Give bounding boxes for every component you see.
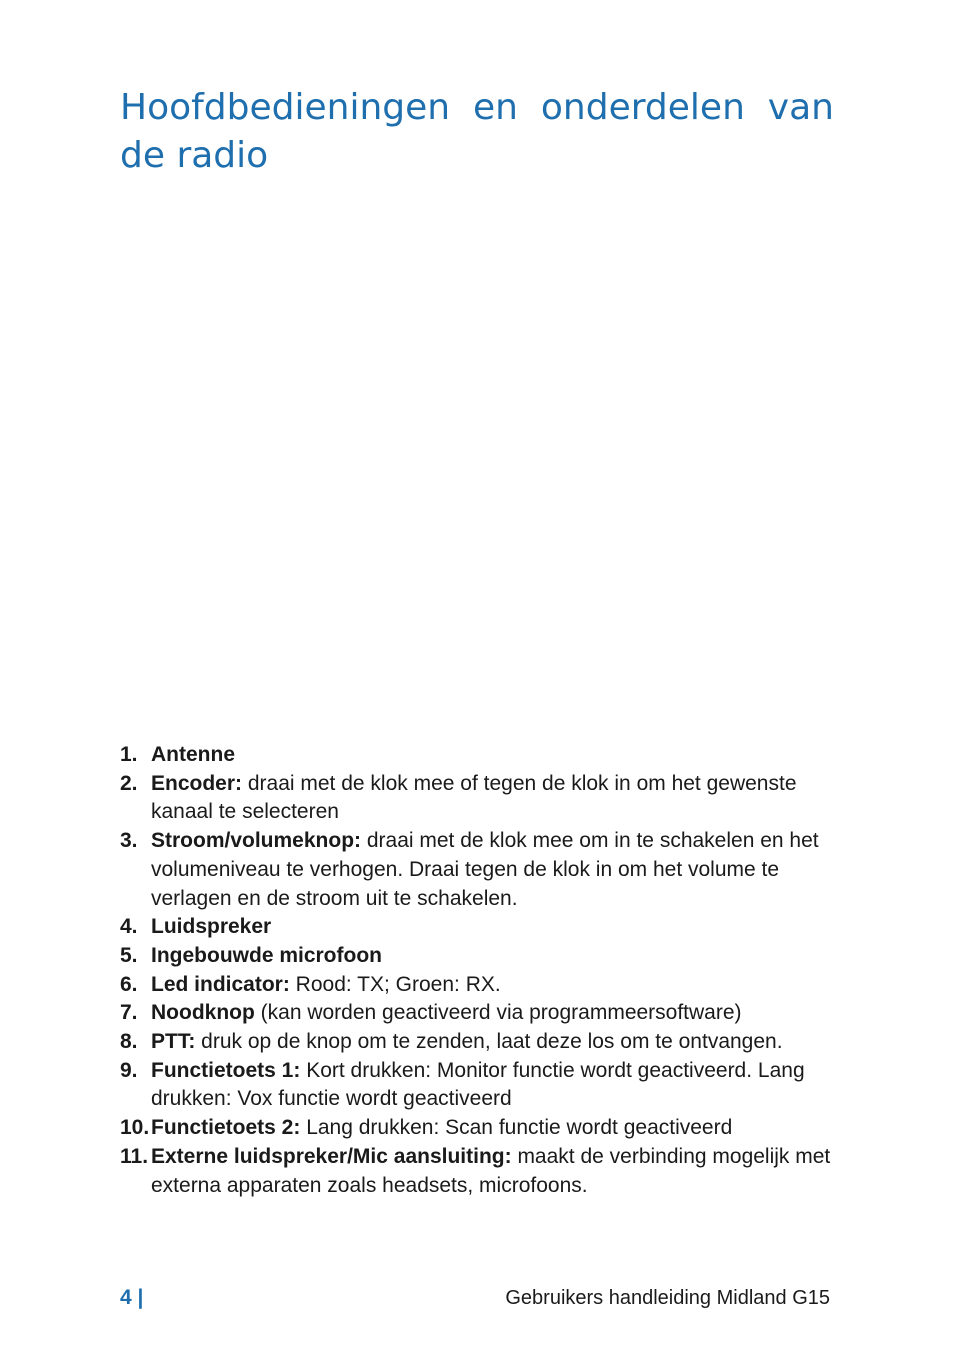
item-label: Led indicator:: [151, 972, 290, 996]
list-item: [120, 1143, 842, 1200]
item-number: 10.: [120, 1116, 150, 1140]
item-body: [151, 1057, 842, 1114]
list-item: [120, 1114, 842, 1143]
item-body: [151, 827, 842, 913]
item-label: PTT:: [151, 1030, 196, 1054]
item-body: [151, 999, 842, 1028]
list-item: [120, 741, 842, 770]
list-item: [120, 1057, 842, 1114]
page-title: Hoofdbedieningen en onderdelen van de radio: [120, 87, 834, 176]
item-body: [151, 1114, 842, 1143]
item-description: druk op de knop om te zenden, laat deze los om te ontvangen.: [195, 1030, 783, 1054]
item-description: Rood: TX; Groen: RX.: [289, 972, 501, 996]
list-item: [120, 942, 842, 971]
item-number: 3.: [120, 829, 138, 853]
item-number: 9.: [120, 1058, 138, 1082]
item-body: [151, 1143, 842, 1200]
item-label: Encoder:: [151, 771, 243, 795]
item-description: draai met de klok mee of tegen de klok in om het gewenste kanaal te selecteren: [151, 771, 797, 824]
item-body: [151, 913, 842, 942]
item-number: 7.: [120, 1001, 138, 1025]
document-title: Gebruikers handleiding Midland G15: [505, 1287, 830, 1309]
item-label: Stroom/volumeknop:: [151, 829, 362, 853]
item-description: Lang drukken: Scan functie wordt geactiveerd: [300, 1116, 733, 1140]
item-label: Functietoets 2:: [151, 1116, 301, 1140]
item-label: Antenne: [151, 743, 235, 766]
parts-list: [120, 741, 842, 1200]
list-item: [120, 999, 842, 1028]
item-number: 8.: [120, 1030, 138, 1054]
item-number: 6.: [120, 972, 138, 996]
item-body: [151, 971, 842, 1000]
item-number: 4.: [120, 915, 138, 939]
item-label: Ingebouwde microfoon: [151, 943, 382, 967]
item-label: Luidspreker: [151, 915, 272, 939]
item-label: Functietoets 1:: [151, 1058, 301, 1082]
item-label: Externe luidspreker/Mic aansluiting:: [151, 1144, 512, 1168]
list-item: [120, 971, 842, 1000]
list-item: [120, 913, 842, 942]
item-body: [151, 1028, 842, 1057]
item-body: [151, 770, 842, 827]
list-item: [120, 770, 842, 827]
page-number: 4 |: [120, 1286, 144, 1309]
item-number: 2.: [120, 771, 138, 795]
item-number: 11.: [120, 1144, 149, 1168]
list-item: [120, 827, 842, 913]
item-body: [151, 741, 842, 770]
item-label: Noodknop: [151, 1001, 255, 1025]
item-description: maakt de verbinding mogelijk met externa apparaten zoals headsets, microfoons.: [151, 1144, 831, 1197]
list-item: [120, 1028, 842, 1057]
item-description: Kort drukken: Monitor functie wordt geactiveerd. Lang drukken: Vox functie wordt geactiveerd: [151, 1058, 805, 1111]
item-body: [151, 942, 842, 971]
item-number: 5.: [120, 943, 138, 967]
item-number: 1.: [120, 743, 138, 766]
item-description: draai met de klok mee om in te schakelen en het volumeniveau te verhogen. Draai tegen de klok in om het volume te verlagen en de stroom uit te schakelen.: [151, 829, 819, 910]
item-description: (kan worden geactiveerd via programmeersoftware): [254, 1001, 742, 1025]
